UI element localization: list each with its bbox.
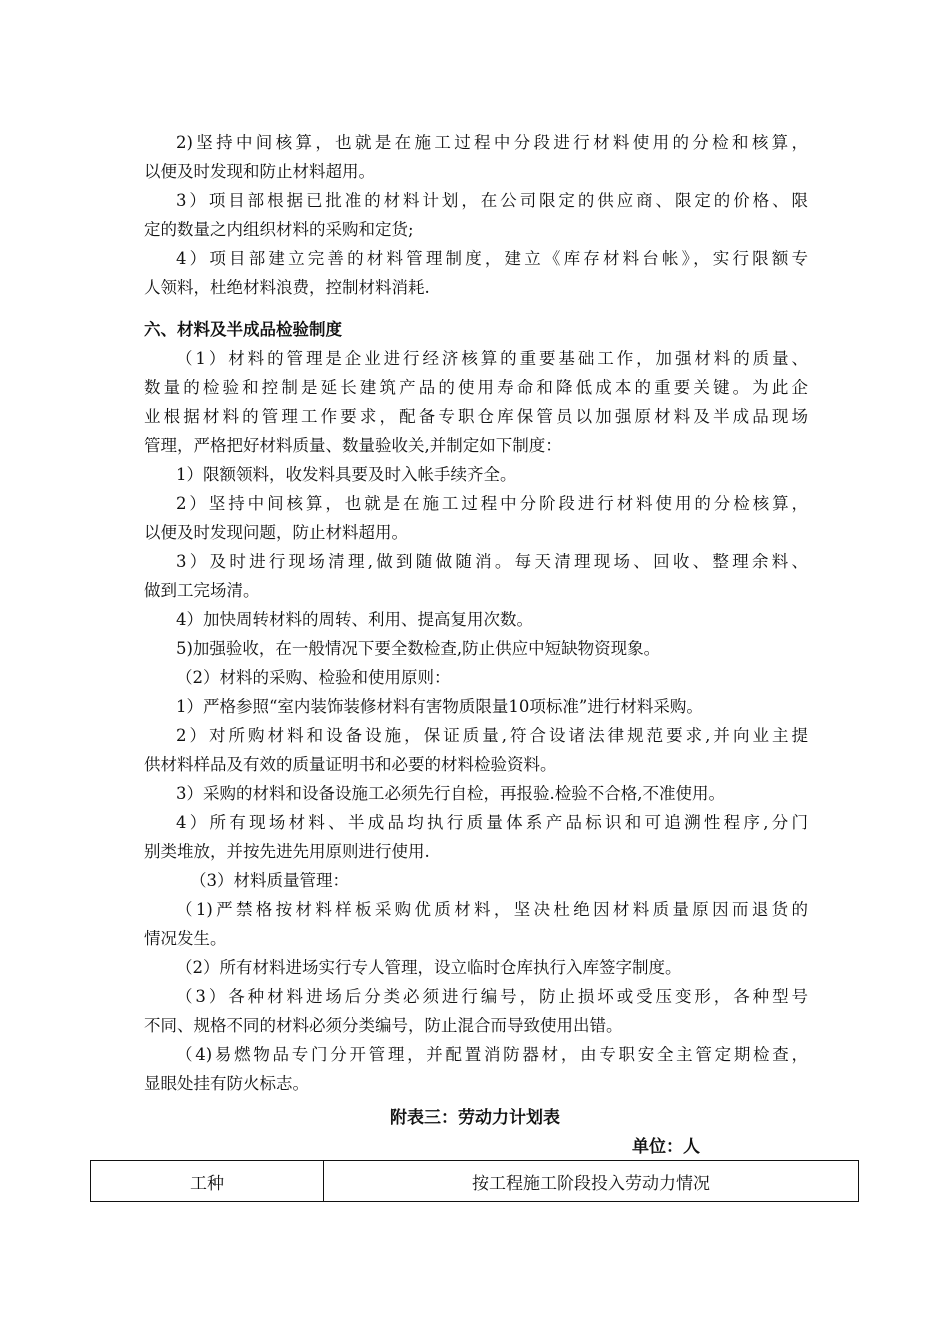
paragraph-line: （3）材料质量管理： xyxy=(190,871,349,890)
paragraph-line: 3）采购的材料和设备设施工必须先行自检，再报验.检验不合格,不准使用。 xyxy=(176,784,725,803)
paragraph-line: 1）限额领料，收发料具要及时入帐手续齐全。 xyxy=(176,465,517,484)
paragraph-line: 3）及时进行现场清理,做到随做随消。每天清理现场、回收、整理余料、 xyxy=(176,552,808,571)
paragraph-line: 3）项目部根据已批准的材料计划，在公司限定的供应商、限定的价格、限 xyxy=(176,191,808,210)
paragraph-line: 4）项目部建立完善的材料管理制度，建立《库存材料台帐》，实行限额专 xyxy=(176,249,808,268)
paragraph-line: 4）加快周转材料的周转、利用、提高复用次数。 xyxy=(176,610,533,629)
paragraph-line: 以便及时发现和防止材料超用。 xyxy=(144,162,375,181)
paragraph-line: （3）各种材料进场后分类必须进行编号，防止损坏或受压变形，各种型号 xyxy=(176,987,808,1006)
paragraph-line: （1）材料的管理是企业进行经济核算的重要基础工作，加强材料的质量、 xyxy=(176,349,808,368)
paragraph-line: （4)易燃物品专门分开管理，并配置消防器材，由专职安全主管定期检查， xyxy=(176,1045,808,1064)
paragraph-line: 定的数量之内组织材料的采购和定货; xyxy=(144,220,414,239)
paragraph-line: 管理，严格把好材料质量、数量验收关,并制定如下制度： xyxy=(144,436,562,455)
header-cell-labor-input: 按工程施工阶段投入劳动力情况 xyxy=(324,1161,859,1202)
paragraph-line: 业根据材料的管理工作要求，配备专职仓库保管员以加强原材料及半成品现场 xyxy=(144,407,808,426)
paragraph-line: 2）坚持中间核算，也就是在施工过程中分阶段进行材料使用的分检核算， xyxy=(176,494,808,513)
section-heading: 六、材料及半成品检验制度 xyxy=(144,320,342,339)
table-title: 附表三：劳动力计划表 xyxy=(390,1108,560,1128)
paragraph-line: （1)严禁格按材料样板采购优质材料，坚决杜绝因材料质量原因而退货的 xyxy=(176,900,808,919)
labor-plan-table xyxy=(90,1160,859,1202)
paragraph-line: 2）对所购材料和设备设施，保证质量,符合设诸法律规范要求,并向业主提 xyxy=(176,726,808,745)
paragraph-line: 2)坚持中间核算，也就是在施工过程中分段进行材料使用的分检和核算， xyxy=(176,133,808,152)
paragraph-line: 别类堆放，并按先进先用原则进行使用. xyxy=(144,842,430,861)
paragraph-line: 5)加强验收，在一般情况下要全数检查,防止供应中短缺物资现象。 xyxy=(176,639,661,658)
paragraph-line: 1）严格参照“室内装饰装修材料有害物质限量10项标准”进行材料采购。 xyxy=(176,697,703,716)
paragraph-line: 以便及时发现问题，防止材料超用。 xyxy=(144,523,408,542)
paragraph-line: 供材料样品及有效的质量证明书和必要的材料检验资料。 xyxy=(144,755,557,774)
table-header-row xyxy=(91,1161,859,1202)
paragraph-line: （2）材料的采购、检验和使用原则： xyxy=(176,668,451,687)
paragraph-line: 数量的检验和控制是延长建筑产品的使用寿命和降低成本的重要关键。为此企 xyxy=(144,378,808,397)
document-body xyxy=(144,128,808,1098)
paragraph-line: 显眼处挂有防火标志。 xyxy=(144,1074,309,1093)
header-cell-trade: 工种 xyxy=(91,1161,324,1202)
table-unit: 单位：人 xyxy=(632,1137,700,1157)
paragraph-line: 4）所有现场材料、半成品均执行质量体系产品标识和可追溯性程序,分门 xyxy=(176,813,808,832)
paragraph-line: 情况发生。 xyxy=(144,929,227,948)
paragraph-line: 做到工完场清。 xyxy=(144,581,260,600)
paragraph-line: 不同、规格不同的材料必须分类编号，防止混合而导致使用出错。 xyxy=(144,1016,623,1035)
paragraph-line: 人领料，杜绝材料浪费，控制材料消耗. xyxy=(144,278,430,297)
paragraph-line: （2）所有材料进场实行专人管理，设立临时仓库执行入库签字制度。 xyxy=(176,958,682,977)
